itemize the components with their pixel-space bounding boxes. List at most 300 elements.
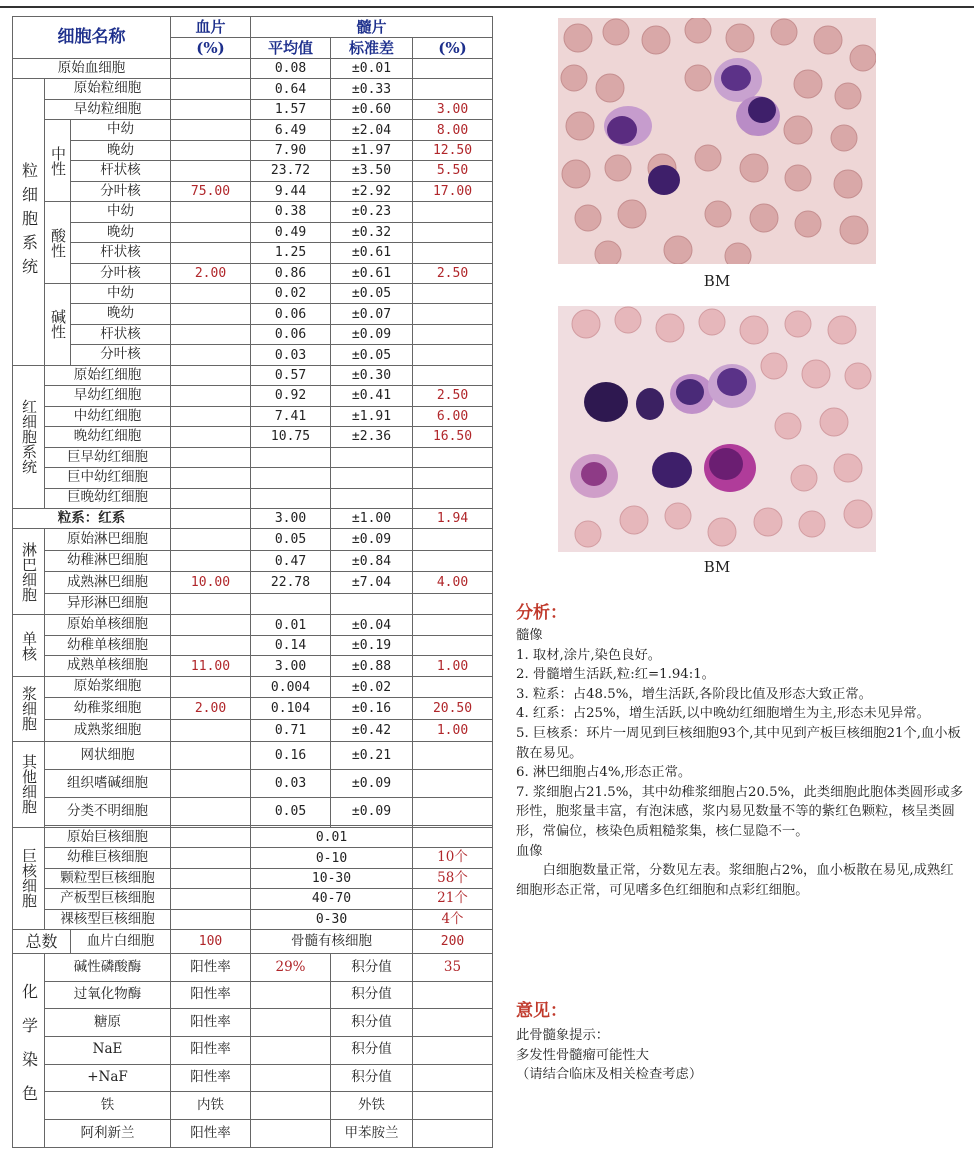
row-pct: 6.00 [413, 406, 493, 426]
row-pct [413, 676, 493, 698]
row-blood [171, 529, 251, 551]
row-mean: 0.03 [251, 769, 331, 797]
row-pct: 2.50 [413, 263, 493, 283]
row-sd: ±0.01 [331, 59, 413, 79]
row-sd: ±0.84 [331, 550, 413, 572]
row-name: 产板型巨核细胞 [45, 889, 171, 909]
row-blood [171, 324, 251, 344]
marrow-report-table-wrap [12, 16, 492, 1148]
row-mean: 10.75 [251, 427, 331, 447]
chem-name: NaE [45, 1036, 171, 1064]
row-name: 分叶核 [71, 345, 171, 365]
row-mean: 0.64 [251, 79, 331, 99]
row-name: 原始浆细胞 [45, 676, 171, 698]
row-name: 原始巨核细胞 [45, 827, 171, 847]
row-pct [413, 304, 493, 324]
table-row [13, 59, 493, 79]
row-mean: 23.72 [251, 161, 331, 181]
table-row [13, 720, 493, 742]
row-name: 粒系：红系 [13, 508, 171, 528]
table-row [13, 615, 493, 635]
row-sd: ±0.07 [331, 304, 413, 324]
opinion-body [516, 1026, 966, 1085]
row-name: 颗粒型巨核细胞 [45, 868, 171, 888]
total-blood-label: 血片白细胞 [71, 930, 171, 954]
row-mean [251, 488, 331, 508]
row-pct: 1.94 [413, 508, 493, 528]
row-count: 21个 [413, 889, 493, 909]
row-pct: 2.50 [413, 386, 493, 406]
row-mean: 3.00 [251, 656, 331, 676]
row-blood [171, 222, 251, 242]
row-sd: ±0.61 [331, 263, 413, 283]
table-row [13, 79, 493, 99]
row-name: 幼稚浆细胞 [45, 698, 171, 720]
row-blood [171, 283, 251, 303]
table-row [13, 769, 493, 797]
row-blood [171, 79, 251, 99]
row-sd: ±0.09 [331, 529, 413, 551]
group-mega: 巨核细胞 [13, 827, 45, 929]
chem-row [13, 1092, 493, 1120]
chem-d [413, 1009, 493, 1037]
table-row [13, 676, 493, 698]
row-name: 杆状核 [71, 243, 171, 263]
group-other: 其他细胞 [13, 741, 45, 827]
row-sd: ±0.09 [331, 324, 413, 344]
table-row [13, 324, 493, 344]
row-name: 晚幼红细胞 [45, 427, 171, 447]
row-blood [171, 615, 251, 635]
row-sd: ±7.04 [331, 572, 413, 594]
row-range: 0-10 [251, 848, 413, 868]
row-name: 幼稚淋巴细胞 [45, 550, 171, 572]
table-row [13, 447, 493, 467]
row-blood [171, 468, 251, 488]
table-row [13, 827, 493, 847]
row-sd: ±0.42 [331, 720, 413, 742]
row-mean: 0.71 [251, 720, 331, 742]
micrograph-1-caption: BM [703, 272, 731, 290]
chem-name: 碱性磷酸酶 [45, 954, 171, 982]
header-cell-name: 细胞名称 [13, 17, 171, 59]
header-marrow: 髓片 [251, 17, 493, 38]
header-mean: 平均值 [251, 38, 331, 59]
row-blood: 11.00 [171, 656, 251, 676]
row-name: 晚幼 [71, 140, 171, 160]
row-sd: ±0.30 [331, 365, 413, 385]
table-row [13, 345, 493, 365]
micrograph-2-caption: BM [703, 558, 731, 576]
chem-d [413, 1092, 493, 1120]
chem-a: 阳性率 [171, 1119, 251, 1147]
row-name: 中幼红细胞 [45, 406, 171, 426]
row-pct [413, 550, 493, 572]
chem-row [13, 981, 493, 1009]
row-name: 原始血细胞 [13, 59, 171, 79]
row-name: 中幼 [71, 283, 171, 303]
row-blood [171, 508, 251, 528]
chem-b [251, 1064, 331, 1092]
marrow-report-table [12, 16, 493, 1148]
row-name: 巨晚幼红细胞 [45, 488, 171, 508]
row-sd: ±2.04 [331, 120, 413, 140]
row-name: 晚幼 [71, 304, 171, 324]
chem-c: 积分值 [331, 1064, 413, 1092]
row-range: 40-70 [251, 889, 413, 909]
chem-name: 过氧化物酶 [45, 981, 171, 1009]
table-row [13, 529, 493, 551]
row-mean: 1.25 [251, 243, 331, 263]
micrograph-cells-2 [558, 306, 876, 552]
row-name: 原始淋巴细胞 [45, 529, 171, 551]
row-pct [413, 345, 493, 365]
analysis-title: 分析： [516, 603, 567, 623]
row-pct [413, 202, 493, 222]
row-blood [171, 386, 251, 406]
row-pct [413, 59, 493, 79]
row-name: 幼稚单核细胞 [45, 635, 171, 655]
row-name: 杆状核 [71, 324, 171, 344]
row-sd: ±0.33 [331, 79, 413, 99]
chem-d [413, 1036, 493, 1064]
chem-row [13, 1119, 493, 1147]
row-pct: 3.00 [413, 99, 493, 119]
row-mean: 0.06 [251, 324, 331, 344]
row-pct [413, 529, 493, 551]
table-row [13, 508, 493, 528]
row-name: 幼稚巨核细胞 [45, 848, 171, 868]
row-sd [331, 468, 413, 488]
row-blood [171, 202, 251, 222]
chem-c: 积分值 [331, 1009, 413, 1037]
row-sd: ±0.05 [331, 283, 413, 303]
chem-d: 35 [413, 954, 493, 982]
row-name: 原始红细胞 [45, 365, 171, 385]
row-name: 成熟淋巴细胞 [45, 572, 171, 594]
row-blood [171, 593, 251, 615]
chem-d [413, 981, 493, 1009]
row-mean: 0.06 [251, 304, 331, 324]
row-mean: 0.05 [251, 529, 331, 551]
chem-row [13, 954, 493, 982]
row-sd: ±0.09 [331, 797, 413, 825]
chem-name: 铁 [45, 1092, 171, 1120]
row-blood [171, 427, 251, 447]
chem-b [251, 1092, 331, 1120]
row-name: 成熟浆细胞 [45, 720, 171, 742]
row-count [413, 827, 493, 847]
header-marrow-pct: (%) [413, 38, 493, 59]
analysis-item: 1. 取材,涂片,染色良好。 [516, 647, 662, 663]
analysis-item: 2. 骨髓增生活跃,粒:红=1.94:1。 [516, 667, 715, 683]
row-sd: ±0.21 [331, 741, 413, 769]
row-sd: ±0.60 [331, 99, 413, 119]
chem-c: 积分值 [331, 1036, 413, 1064]
row-blood [171, 345, 251, 365]
analysis-item: 6. 淋巴细胞占4%,形态正常。 [516, 765, 692, 781]
row-pct [413, 769, 493, 797]
row-count: 10个 [413, 848, 493, 868]
row-pct [413, 488, 493, 508]
row-pct [413, 365, 493, 385]
table-row [13, 698, 493, 720]
chem-c: 外铁 [331, 1092, 413, 1120]
row-pct [413, 615, 493, 635]
total-marrow-value: 200 [413, 930, 493, 954]
analysis-blood-heading: 血像 [516, 843, 543, 859]
total-marrow-label: 骨髓有核细胞 [251, 930, 413, 954]
total-blood-value: 100 [171, 930, 251, 954]
chem-b [251, 1119, 331, 1147]
table-row [13, 181, 493, 201]
row-blood [171, 120, 251, 140]
chem-row [13, 1064, 493, 1092]
row-blood: 2.00 [171, 263, 251, 283]
table-row [13, 909, 493, 929]
table-row [13, 797, 493, 825]
group-erythroid: 红细胞系统 [13, 365, 45, 508]
row-pct: 20.50 [413, 698, 493, 720]
row-sd: ±0.05 [331, 345, 413, 365]
row-blood [171, 635, 251, 655]
row-pct: 12.50 [413, 140, 493, 160]
row-blood [171, 741, 251, 769]
row-name: 分叶核 [71, 181, 171, 201]
row-sd: ±0.41 [331, 386, 413, 406]
row-pct [413, 222, 493, 242]
row-pct: 1.00 [413, 656, 493, 676]
row-mean: 3.00 [251, 508, 331, 528]
row-pct: 16.50 [413, 427, 493, 447]
chem-c: 积分值 [331, 954, 413, 982]
group-lymph: 淋巴细胞 [13, 529, 45, 615]
row-name: 巨早幼红细胞 [45, 447, 171, 467]
row-range: 0.01 [251, 827, 413, 847]
row-blood [171, 59, 251, 79]
chem-d [413, 1064, 493, 1092]
row-sd: ±1.91 [331, 406, 413, 426]
chem-b [251, 1036, 331, 1064]
chem-name: 阿利新兰 [45, 1119, 171, 1147]
row-mean: 0.004 [251, 676, 331, 698]
row-mean: 0.03 [251, 345, 331, 365]
row-sd: ±0.23 [331, 202, 413, 222]
row-sd: ±1.00 [331, 508, 413, 528]
row-mean: 22.78 [251, 572, 331, 594]
opinion-line-2: 多发性骨髓瘤可能性大 [516, 1047, 649, 1063]
row-range: 10-30 [251, 868, 413, 888]
group-neutrophil: 中性 [45, 120, 71, 202]
row-pct [413, 283, 493, 303]
chem-a: 阳性率 [171, 981, 251, 1009]
row-sd [331, 447, 413, 467]
opinion-title: 意见： [516, 1001, 567, 1021]
row-mean [251, 593, 331, 615]
chem-b [251, 981, 331, 1009]
row-mean: 7.90 [251, 140, 331, 160]
table-row [13, 550, 493, 572]
analysis-item: 4. 红系：占25%，增生活跃,以中晚幼红细胞增生为主,形态未见异常。 [516, 706, 930, 722]
bone-marrow-micrograph-1 [558, 18, 876, 264]
row-blood [171, 488, 251, 508]
row-name: 异形淋巴细胞 [45, 593, 171, 615]
row-mean: 9.44 [251, 181, 331, 201]
row-count: 4个 [413, 909, 493, 929]
table-row [13, 283, 493, 303]
row-sd: ±0.32 [331, 222, 413, 242]
chem-d [413, 1119, 493, 1147]
row-pct: 8.00 [413, 120, 493, 140]
row-pct [413, 797, 493, 825]
table-row [13, 406, 493, 426]
row-name: 成熟单核细胞 [45, 656, 171, 676]
table-row [13, 593, 493, 615]
row-name: 原始粒细胞 [45, 79, 171, 99]
header-row-1 [13, 17, 493, 38]
row-blood [171, 889, 251, 909]
row-name: 早幼粒细胞 [45, 99, 171, 119]
row-pct: 17.00 [413, 181, 493, 201]
table-row [13, 120, 493, 140]
analysis-body [516, 626, 966, 900]
header-blood-pct: (%) [171, 38, 251, 59]
row-blood [171, 406, 251, 426]
table-row [13, 488, 493, 508]
table-row [13, 741, 493, 769]
row-blood [171, 243, 251, 263]
row-mean: 0.01 [251, 615, 331, 635]
row-mean: 0.08 [251, 59, 331, 79]
row-name: 早幼红细胞 [45, 386, 171, 406]
row-mean: 0.49 [251, 222, 331, 242]
row-pct [413, 468, 493, 488]
row-blood [171, 365, 251, 385]
row-blood [171, 140, 251, 160]
opinion-line-1: 此骨髓象提示： [516, 1028, 610, 1043]
chem-b: 29% [251, 954, 331, 982]
chem-row [13, 1036, 493, 1064]
chem-name: 糖原 [45, 1009, 171, 1037]
analysis-item: 7. 浆细胞占21.5%，其中幼稚浆细胞占20.5%，此类细胞此胞体类圆形或多形性，胞浆量丰富，有泡沫感，浆内易见数量不等的紫红色颗粒，核呈类圆形，常偏位，核染色质粗糙浆集，核仁显隐不一。 [516, 784, 964, 839]
row-sd: ±2.36 [331, 427, 413, 447]
table-row [13, 161, 493, 181]
row-sd: ±2.92 [331, 181, 413, 201]
table-row [13, 243, 493, 263]
row-mean: 0.14 [251, 635, 331, 655]
row-name: 晚幼 [71, 222, 171, 242]
analysis-item: 5. 巨核系：环片一周见到巨核细胞93个,其中见到产板巨核细胞21个,血小板散在易见。 [516, 725, 961, 761]
row-mean: 6.49 [251, 120, 331, 140]
group-granulocyte: 粒细胞系统 [13, 79, 45, 365]
row-mean: 0.05 [251, 797, 331, 825]
group-plasma: 浆细胞 [13, 676, 45, 741]
row-mean [251, 468, 331, 488]
row-pct: 4.00 [413, 572, 493, 594]
row-sd: ±1.97 [331, 140, 413, 160]
chem-a: 阳性率 [171, 1009, 251, 1037]
row-mean: 0.92 [251, 386, 331, 406]
row-name: 原始单核细胞 [45, 615, 171, 635]
row-mean: 0.47 [251, 550, 331, 572]
chem-a: 内铁 [171, 1092, 251, 1120]
row-blood [171, 676, 251, 698]
row-mean: 0.86 [251, 263, 331, 283]
total-label: 总数 [13, 930, 71, 954]
row-pct [413, 635, 493, 655]
analysis-item: 3. 粒系：占48.5%，增生活跃,各阶段比值及形态大致正常。 [516, 686, 872, 702]
row-pct [413, 741, 493, 769]
table-row [13, 468, 493, 488]
row-sd: ±0.19 [331, 635, 413, 655]
row-mean: 1.57 [251, 99, 331, 119]
row-pct: 1.00 [413, 720, 493, 742]
row-blood [171, 161, 251, 181]
row-mean: 0.104 [251, 698, 331, 720]
chem-a: 阳性率 [171, 954, 251, 982]
row-name: 杆状核 [71, 161, 171, 181]
bone-marrow-micrograph-2 [558, 306, 876, 552]
row-mean: 0.38 [251, 202, 331, 222]
header-sd: 标准差 [331, 38, 413, 59]
group-basophil: 碱性 [45, 283, 71, 365]
row-blood [171, 868, 251, 888]
row-sd: ±3.50 [331, 161, 413, 181]
row-sd: ±0.61 [331, 243, 413, 263]
row-pct [413, 593, 493, 615]
row-name: 网状细胞 [45, 741, 171, 769]
analysis-marrow-heading: 髓像 [516, 628, 543, 643]
table-row [13, 263, 493, 283]
row-blood [171, 848, 251, 868]
micrograph-cells-1 [558, 18, 876, 264]
row-mean [251, 447, 331, 467]
total-row [13, 930, 493, 954]
table-row [13, 848, 493, 868]
row-name: 中幼 [71, 202, 171, 222]
table-row [13, 222, 493, 242]
row-name: 裸核型巨核细胞 [45, 909, 171, 929]
row-blood [171, 797, 251, 825]
row-mean: 0.16 [251, 741, 331, 769]
row-blood [171, 550, 251, 572]
row-blood [171, 909, 251, 929]
row-sd: ±0.16 [331, 698, 413, 720]
table-row [13, 202, 493, 222]
row-count: 58个 [413, 868, 493, 888]
row-blood [171, 99, 251, 119]
row-name: 组织嗜碱细胞 [45, 769, 171, 797]
header-blood: 血片 [171, 17, 251, 38]
row-sd: ±0.02 [331, 676, 413, 698]
row-name: 分叶核 [71, 263, 171, 283]
row-pct [413, 324, 493, 344]
row-name: 中幼 [71, 120, 171, 140]
table-row [13, 889, 493, 909]
group-chem: 化学染色 [13, 954, 45, 1148]
opinion-line-3: （请结合临床及相关检查考虑） [516, 1067, 703, 1083]
row-pct: 5.50 [413, 161, 493, 181]
chem-a: 阳性率 [171, 1036, 251, 1064]
row-sd [331, 593, 413, 615]
table-row [13, 304, 493, 324]
row-mean: 0.02 [251, 283, 331, 303]
chem-c: 积分值 [331, 981, 413, 1009]
chem-b [251, 1009, 331, 1037]
row-mean: 0.57 [251, 365, 331, 385]
row-pct [413, 447, 493, 467]
chem-row [13, 1009, 493, 1037]
